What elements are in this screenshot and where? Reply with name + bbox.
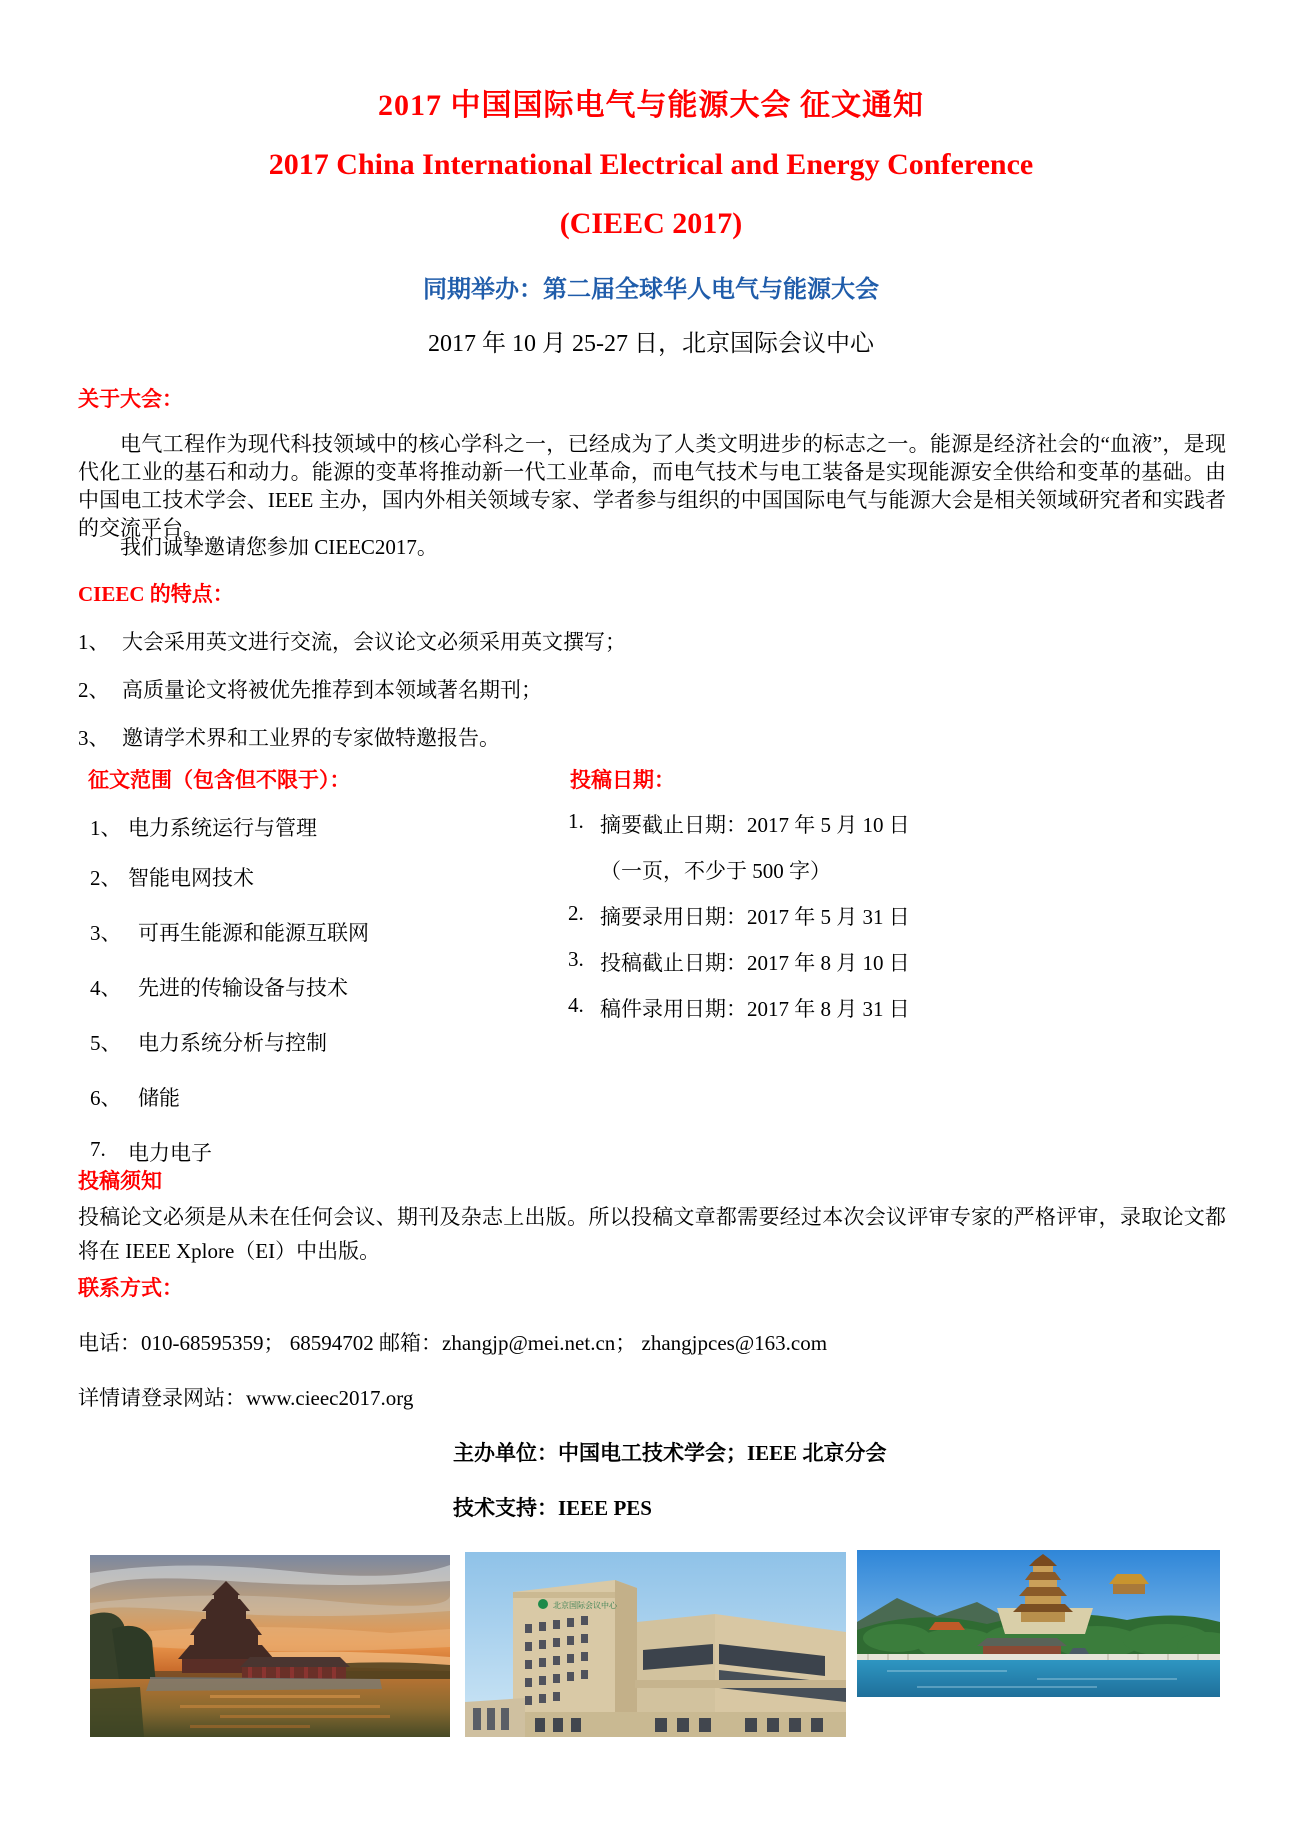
scope-item bbox=[90, 812, 317, 842]
scope-item bbox=[90, 972, 348, 1002]
about-heading: 关于大会： bbox=[78, 387, 183, 411]
scope-item-number: 2、 bbox=[90, 866, 122, 890]
scope-item-number: 4、 bbox=[90, 976, 122, 1000]
date-item-text: 稿件录用日期：2017 年 8 月 31 日 bbox=[600, 997, 910, 1021]
date-item bbox=[568, 809, 910, 839]
feature-item-text: 大会采用英文进行交流，会议论文必须采用英文撰写； bbox=[122, 630, 626, 654]
date-item-text: 投稿截止日期：2017 年 8 月 10 日 bbox=[600, 951, 910, 975]
scope-item-text: 电力系统分析与控制 bbox=[138, 1031, 327, 1055]
feature-item-text: 高质量论文将被优先推荐到本领域著名期刊； bbox=[122, 678, 542, 702]
feature-item bbox=[78, 674, 542, 704]
concurrent-event-line: 同期举办：第二届全球华人电气与能源大会 bbox=[423, 277, 879, 303]
contact-phone-email-line: 电话：010-68595359； 68594702 邮箱：zhangjp@mei.net.cn； zhangjpces@163.com bbox=[78, 1331, 828, 1355]
scope-item-text: 可再生能源和能源互联网 bbox=[138, 921, 369, 945]
date-item-number: 3. bbox=[568, 947, 584, 971]
scope-item-text: 电力系统运行与管理 bbox=[128, 816, 317, 840]
date-item-note bbox=[600, 855, 831, 885]
date-item-number: 2. bbox=[568, 901, 584, 925]
scope-item-text: 电力电子 bbox=[128, 1141, 212, 1165]
scope-item-number: 3、 bbox=[90, 921, 122, 945]
scope-item bbox=[90, 917, 369, 947]
date-item-note-text: （一页，不少于 500 字） bbox=[600, 859, 831, 883]
host-organizations-line: 主办单位：中国电工技术学会；IEEE 北京分会 bbox=[453, 1441, 887, 1465]
date-item-number: 1. bbox=[568, 809, 584, 833]
dates-heading: 投稿日期： bbox=[570, 768, 675, 792]
page-title-abbr: (CIEEC 2017) bbox=[559, 207, 743, 240]
scope-item bbox=[90, 862, 254, 892]
date-item bbox=[568, 947, 910, 977]
feature-item-number: 3、 bbox=[78, 726, 110, 750]
scope-item-text: 先进的传输设备与技术 bbox=[138, 976, 348, 1000]
date-item-text: 摘要录用日期：2017 年 5 月 31 日 bbox=[600, 905, 910, 929]
scope-item-number: 1、 bbox=[90, 816, 122, 840]
scope-item bbox=[90, 1137, 212, 1167]
scope-item bbox=[90, 1027, 327, 1057]
scope-item-text: 智能电网技术 bbox=[128, 866, 254, 890]
scope-item bbox=[90, 1082, 180, 1112]
invitation-line: 我们诚挚邀请您参加 CIEEC2017。 bbox=[120, 535, 438, 559]
page-title-cn: 2017 中国国际电气与能源大会 征文通知 bbox=[378, 89, 924, 122]
feature-item-text: 邀请学术界和工业界的专家做特邀报告。 bbox=[122, 726, 500, 750]
about-paragraph: 电气工程作为现代科技领域中的核心学科之一，已经成为了人类文明进步的标志之一。能源是经济社会的“血液”，是现代化工业的基石和动力。能源的变革将推动新一代工业革命，而电气技术与电工装备是实现能源安全供给和变革的基础。由中国电工技术学会、IEEE 主办，国内外相关领域专家、学者参与组织的中国国际电气与能源大会是相关领域研究者和实践者的交流平台。 bbox=[78, 432, 1226, 540]
features-heading: CIEEC 的特点： bbox=[78, 582, 234, 606]
feature-item bbox=[78, 722, 500, 752]
submission-paragraph: 投稿论文必须是从未在任何会议、期刊及杂志上出版。所以投稿文章都需要经过本次会议评审专家的严格评审，录取论文都将在 IEEE Xplore（EI）中出版。 bbox=[78, 1205, 1226, 1263]
scope-item-number: 7. bbox=[90, 1137, 106, 1161]
contact-heading: 联系方式： bbox=[78, 1276, 183, 1300]
beijing-international-convention-center-photo bbox=[465, 1552, 846, 1737]
contact-website-line: 详情请登录网站：www.cieec2017.org bbox=[78, 1386, 414, 1410]
submission-heading: 投稿须知 bbox=[78, 1169, 162, 1193]
date-item-number: 4. bbox=[568, 993, 584, 1017]
scope-item-text: 储能 bbox=[138, 1086, 180, 1110]
feature-item-number: 2、 bbox=[78, 678, 110, 702]
forbidden-city-turret-sunset-photo bbox=[90, 1555, 450, 1737]
convention-center-sign-text: 北京国际会议中心 bbox=[553, 1601, 617, 1610]
scope-heading: 征文范围（包含但不限于）： bbox=[88, 768, 351, 792]
page-title-en: 2017 China International Electrical and Energy Conference bbox=[268, 148, 1034, 181]
feature-item-number: 1、 bbox=[78, 630, 110, 654]
technical-support-line: 技术支持：IEEE PES bbox=[453, 1496, 652, 1520]
scope-item-number: 6、 bbox=[90, 1086, 122, 1110]
feature-item bbox=[78, 626, 626, 656]
date-venue-line: 2017 年 10 月 25-27 日，北京国际会议中心 bbox=[428, 331, 874, 357]
date-item bbox=[568, 993, 910, 1023]
date-item-text: 摘要截止日期：2017 年 5 月 10 日 bbox=[600, 813, 910, 837]
scope-item-number: 5、 bbox=[90, 1031, 122, 1055]
summer-palace-tower-lake-photo bbox=[857, 1550, 1220, 1697]
date-item bbox=[568, 901, 910, 931]
